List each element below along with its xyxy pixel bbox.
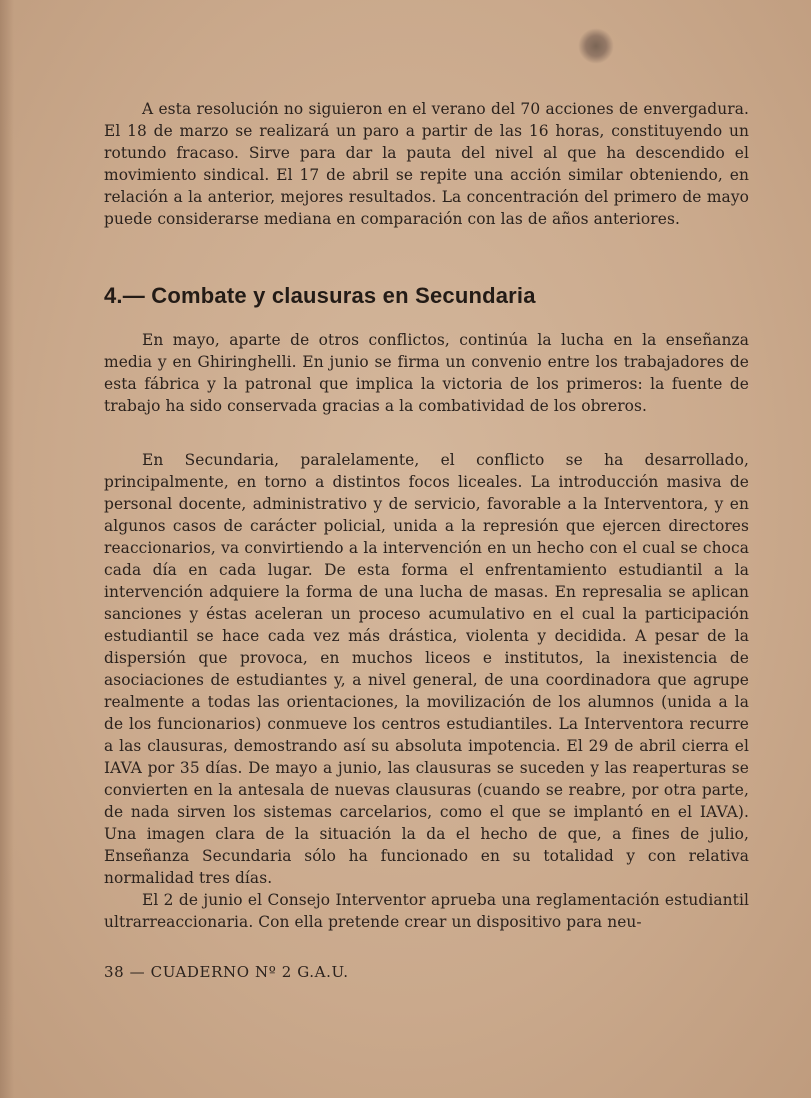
paragraph-intro: A esta resolución no siguieron en el verano del 70 acciones de envergadura. El 18 de marzo se realizará un paro a partir de las 16 horas, constituyendo un rotundo fracaso. Sirve para dar la pauta del nivel al que ha descendido el movimiento sindical. El 17 de abril se repite una acción similar obteniendo, en relación a la anterior, mejores resultados. La concentración del primero de mayo puede considerarse mediana en comparación con las de años anteriores.	[104, 100, 749, 228]
paragraph-secundaria: En Secundaria, paralelamente, el conflicto se ha desarrollado, principalmente, en torno a distintos focos liceales. La introducción masiva de personal docente, administrativo y de servicio, favorable a la Interventora, y en algunos casos de carácter policial, unida a la represión que ejercen directores reaccionarios, va convirtiendo a la intervención en un hecho con el cual se choca cada día en cada lugar. De esta forma el enfrentamiento estudiantil a la intervención adquiere la forma de una lucha de masas. En represalia se aplican sanciones y éstas aceleran un proceso acumulativo en el cual la participación estudiantil se hace cada vez más drástica, violenta y decidida. A pesar de la dispersión que provoca, en muchos liceos e institutos, la inexistencia de asociaciones de estudiantes y, a nivel general, de una coordinadora que agrupe realmente a todas las orientaciones, la movilización de los alumnos (unida a la de los funcionarios) conmueve los centros estudiantiles. La Interventora recurre a las clausuras, demostrando así su absoluta impotencia. El 29 de abril cierra el IAVA por 35 días. De mayo a junio, las clausuras se suceden y las reaperturas se convierten en la antesala de nuevas clausuras (cuando se reabre, por otra parte, de nada sirven los sistemas carcelarios, como el que se implantó en el IAVA). Una imagen clara de la situación la da el hecho de que, a fines de julio, Enseñanza Secundaria sólo ha funcionado en su totalidad y con relativa normalidad tres días.	[104, 451, 749, 887]
paper-stain	[578, 28, 614, 64]
page-edge-shadow	[0, 0, 14, 1098]
page-footer: 38 — CUADERNO Nº 2 G.A.U.	[104, 963, 349, 981]
paragraph-may-conflicts: En mayo, aparte de otros conflictos, continúa la lucha en la enseñanza media y en Ghiringhelli. En junio se firma un convenio entre los trabajadores de esta fábrica y la patronal que implica la victoria de los primeros: la fuente de trabajo ha sido conservada gracias a la combatividad de los obreros.	[104, 331, 749, 415]
section-heading: 4.— Combate y clausuras en Secundaria	[104, 283, 536, 308]
paragraph-reglamentacion: El 2 de junio el Consejo Interventor aprueba una reglamentación estudiantil ultrarreaccionaria. Con ella pretende crear un dispositivo para neu-	[104, 891, 749, 931]
